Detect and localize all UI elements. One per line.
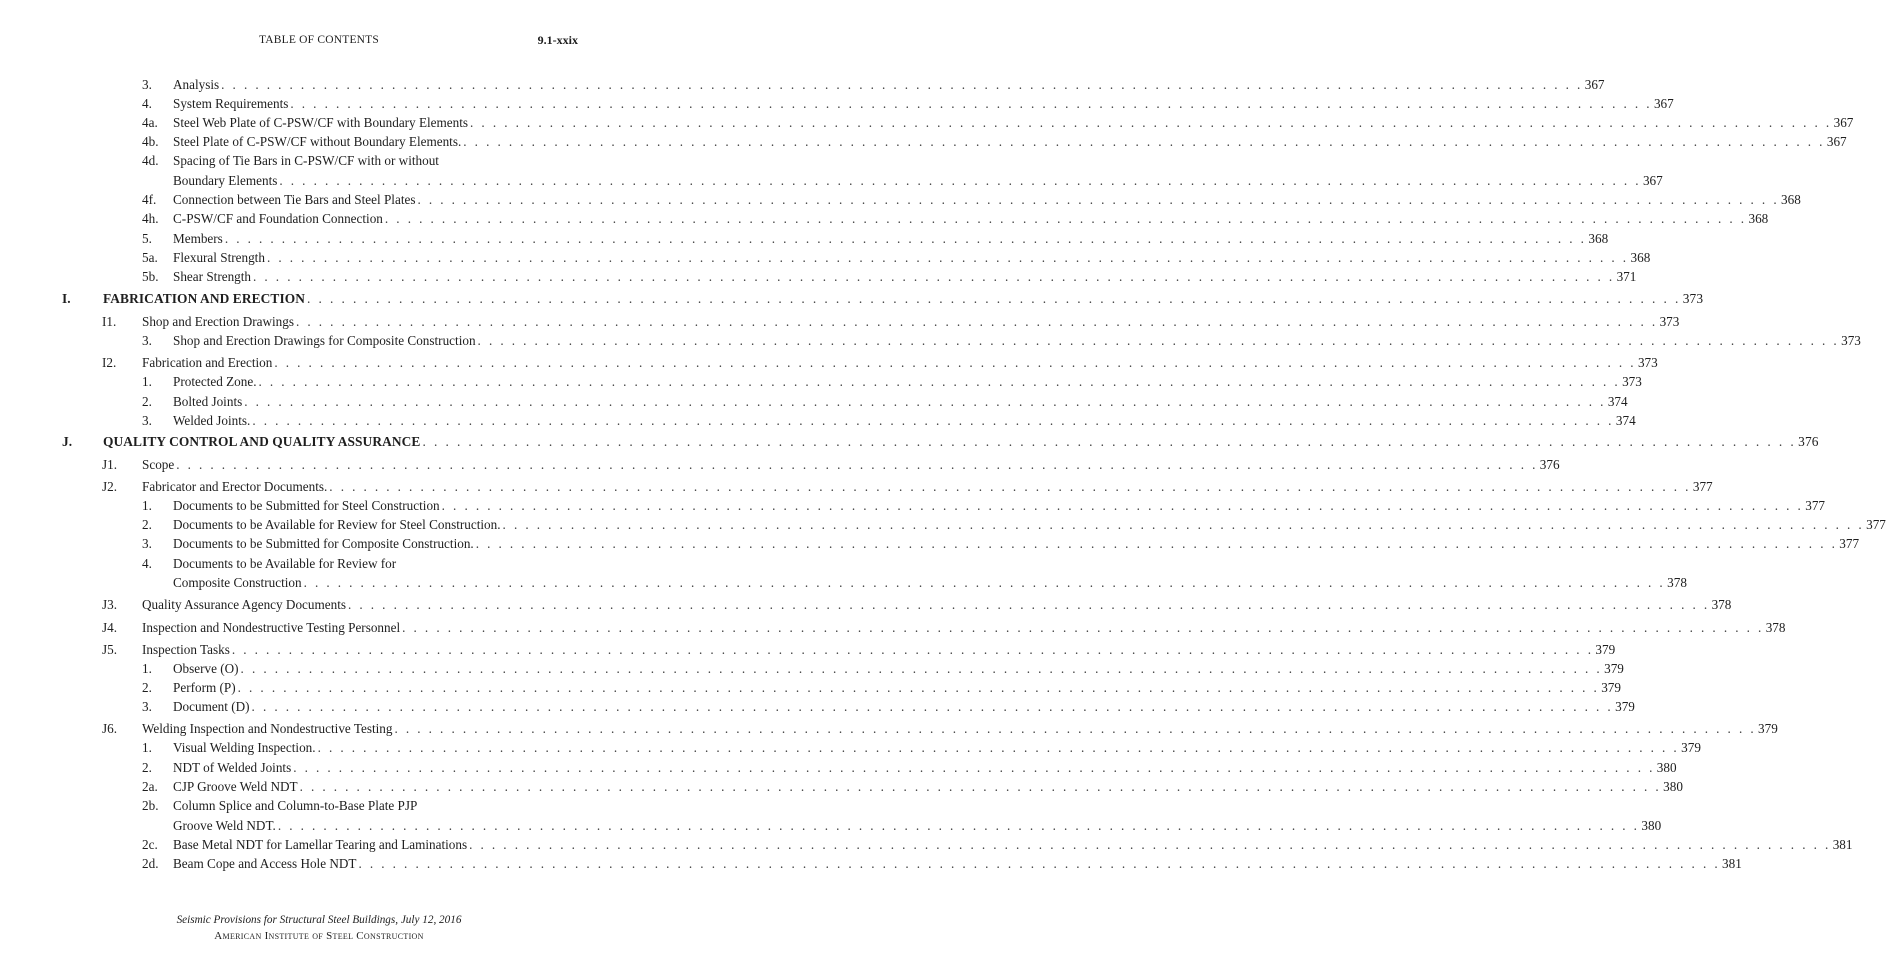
toc-entry-title: Fabrication and Erection (142, 355, 273, 370)
toc-entry-number: I. (62, 291, 71, 306)
toc-page-number: 376 (1798, 434, 1819, 449)
toc-entry-number: 4f. (142, 192, 157, 207)
toc-row (0, 698, 1635, 716)
toc-entry-title: Shop and Erection Drawings for Composite Construction (173, 333, 476, 348)
toc-page-number: 371 (1616, 269, 1637, 284)
toc-entry-title: Visual Welding Inspection. (173, 740, 316, 755)
toc-entry-title: Shear Strength (173, 269, 252, 284)
toc-row (0, 516, 1886, 534)
toc-entry-number: 1. (142, 661, 152, 676)
toc-entry-title: Documents to be Available for Review for (173, 556, 397, 571)
dot-leader: . . . . . . . . . . . . . . . . . . . . . . . . . . . . . . . . . . . . . . . . . . . . . . . . . . . . . . . . . . . . . . . . . . . . . . . . . . . . . . . . . . . . . . . . . . . . . . . . . . . . . . . . . . . . . . . . . . . . . . . . (475, 536, 1838, 551)
dot-leader: . . . . . . . . . . . . . . . . . . . . . . . . . . . . . . . . . . . . . . . . . . . . . . . . . . . . . . . . . . . . . . . . . . . . . . . . . . . . . . . . . . . . . . . . . . . . . . . . . . . . . . . . . . . . . . . . . . . . . . . . (441, 498, 1804, 513)
toc-entry-title: QUALITY CONTROL AND QUALITY ASSURANCE (103, 434, 421, 449)
toc-entry-number: J2. (102, 479, 118, 494)
toc-row (0, 433, 1819, 451)
dot-leader: . . . . . . . . . . . . . . . . . . . . . . . . . . . . . . . . . . . . . . . . . . . . . . . . . . . . . . . . . . . . . . . . . . . . . . . . . . . . . . . . . . . . . . . . . . . . . . . . . . . . . . . . . . . . . . . . . . . . . . . . (394, 721, 1757, 736)
toc-entry-title: Observe (O) (173, 661, 239, 676)
toc-entry-number: 4h. (142, 211, 159, 226)
toc-entry-number: 1. (142, 374, 152, 389)
dot-leader: . . . . . . . . . . . . . . . . . . . . . . . . . . . . . . . . . . . . . . . . . . . . . . . . . . . . . . . . . . . . . . . . . . . . . . . . . . . . . . . . . . . . . . . . . . . . . . . . . . . . . . . . . . . . . . . . . . . . . . . . (463, 134, 1825, 149)
toc-row (0, 855, 1742, 873)
toc-page-number: 379 (1601, 680, 1621, 695)
toc-page-number: 380 (1663, 779, 1683, 794)
dot-leader: . . . . . . . . . . . . . . . . . . . . . . . . . . . . . . . . . . . . . . . . . . . . . . . . . . . . . . . . . . . . . . . . . . . . . . . . . . . . . . . . . . . . . . . . . . . . . . . . . . . . . . . . . . . . . . . . . . . . . . . . (221, 77, 1583, 92)
toc-entry-title: Flexural Strength (173, 250, 265, 265)
dot-leader: . . . . . . . . . . . . . . . . . . . . . . . . . . . . . . . . . . . . . . . . . . . . . . . . . . . . . . . . . . . . . . . . . . . . . . . . . . . . . . . . . . . . . . . . . . . . . . . . . . . . . . . . . . . . . . . . . . . . . . . . (317, 740, 1680, 755)
toc-row (0, 230, 1609, 248)
toc-row (0, 191, 1801, 209)
toc-entry-title: Groove Weld NDT. (173, 818, 276, 833)
toc-entry-number: I2. (102, 355, 117, 370)
toc-entry-number: 2c. (142, 837, 158, 852)
toc-entry-number: 3. (142, 699, 152, 714)
dot-leader: . . . . . . . . . . . . . . . . . . . . . . . . . . . . . . . . . . . . . . . . . . . . . . . . . . . . . . . . . . . . . . . . . . . . . . . . . . . . . . . . . . . . . . . . . . . . . . . . . . . . . . . . . . . . . . . . . . . . . . . . (231, 642, 1594, 657)
toc-entry-title: Fabricator and Erector Documents. (142, 479, 328, 494)
toc-entry-title: Welding Inspection and Nondestructive Testing (142, 721, 393, 736)
toc-row (0, 497, 1825, 515)
dot-leader: . . . . . . . . . . . . . . . . . . . . . . . . . . . . . . . . . . . . . . . . . . . . . . . . . . . . . . . . . . . . . . . . . . . . . . . . . . . . . . . . . . . . . . . . . . . . . . . . . . . . . . . . . . . . . . . . . . . . . . . . (290, 96, 1652, 111)
toc-page-number: 378 (1765, 620, 1786, 635)
toc-page-number: 373 (1637, 355, 1658, 370)
toc-page-number: 380 (1641, 818, 1662, 833)
toc-page-number: 379 (1615, 699, 1635, 714)
toc-entry-title: Beam Cope and Access Hole NDT (173, 856, 357, 871)
toc-row (0, 759, 1677, 777)
toc-row (0, 210, 1769, 228)
toc-page-number: 379 (1758, 721, 1778, 736)
toc-row (0, 555, 578, 573)
dot-leader: . . . . . . . . . . . . . . . . . . . . . . . . . . . . . . . . . . . . . . . . . . . . . . . . . . . . . . . . . . . . . . . . . . . . . . . . . . . . . . . . . . . . . . . . . . . . . . . . . . . . . . . . . . . . . . . . . . . . . . . . (329, 479, 1691, 494)
dot-leader: . . . . . . . . . . . . . . . . . . . . . . . . . . . . . . . . . . . . . . . . . . . . . . . . . . . . . . . . . . . . . . . . . . . . . . . . . . . . . . . . . . . . . . . . . . . . . . . . . . . . . . . . . . . . . . . . . . . . . . . . (358, 856, 1721, 871)
toc-row (0, 412, 1636, 430)
toc-row (0, 172, 1663, 190)
toc-entry-number: 4d. (142, 153, 159, 168)
toc-row (0, 679, 1621, 697)
toc-row (0, 332, 1861, 350)
toc-page-number: 377 (1692, 479, 1713, 494)
footer-publication-title: Seismic Provisions for Structural Steel Buildings, July 12, 2016 (176, 914, 462, 926)
toc-entry-number: 5. (142, 231, 152, 246)
toc-page-number: 367 (1642, 173, 1663, 188)
toc-entry-number: 2b. (142, 798, 159, 813)
toc-page-number: 367 (1653, 96, 1674, 111)
toc-page-number: 368 (1630, 250, 1651, 265)
toc-entry-title: NDT of Welded Joints (173, 760, 292, 775)
dot-leader: . . . . . . . . . . . . . . . . . . . . . . . . . . . . . . . . . . . . . . . . . . . . . . . . . . . . . . . . . . . . . . . . . . . . . . . . . . . . . . . . . . . . . . . . . . . . . . . . . . . . . . . . . . . . . . . . . . . . . . . . (402, 620, 1764, 635)
toc-page-number: 367 (1826, 134, 1847, 149)
toc-row (0, 778, 1683, 796)
toc-entry-title: C-PSW/CF and Foundation Connection (173, 211, 383, 226)
dot-leader: . . . . . . . . . . . . . . . . . . . . . . . . . . . . . . . . . . . . . . . . . . . . . . . . . . . . . . . . . . . . . . . . . . . . . . . . . . . . . . . . . . . . . . . . . . . . . . . . . . . . . . . . . . . . . . . . . . . . . . . . (253, 269, 1615, 284)
toc-entry-title: Quality Assurance Agency Documents (142, 597, 346, 612)
toc-row (0, 720, 1778, 738)
toc-entry-title: CJP Groove Weld NDT (173, 779, 298, 794)
dot-leader: . . . . . . . . . . . . . . . . . . . . . . . . . . . . . . . . . . . . . . . . . . . . . . . . . . . . . . . . . . . . . . . . . . . . . . . . . . . . . . . . . . . . . . . . . . . . . . . . . . . . . . . . . . . . . . . . . . . . . . . . (244, 394, 1606, 409)
toc-row (0, 354, 1658, 372)
toc-entry-number: I1. (102, 314, 117, 329)
dot-leader: . . . . . . . . . . . . . . . . . . . . . . . . . . . . . . . . . . . . . . . . . . . . . . . . . . . . . . . . . . . . . . . . . . . . . . . . . . . . . . . . . . . . . . . . . . . . . . . . . . . . . . . . . . . . . . . . . . . . . . . . (176, 457, 1538, 472)
toc-page-number: 381 (1722, 856, 1742, 871)
toc-page-number: 374 (1607, 394, 1628, 409)
toc-page-number: 380 (1656, 760, 1677, 775)
toc-entry-title: Steel Web Plate of C-PSW/CF with Boundary Elements (173, 115, 469, 130)
toc-entry-number: 4. (142, 556, 152, 571)
toc-entry-number: J1. (102, 457, 118, 472)
dot-leader: . . . . . . . . . . . . . . . . . . . . . . . . . . . . . . . . . . . . . . . . . . . . . . . . . . . . . . . . . . . . . . . . . . . . . . . . . . . . . . . . . . . . . . . . . . . . . . . . . . . . . . . . . . . . . . . . . . . . . . . . (477, 333, 1840, 348)
toc-row (0, 817, 1662, 835)
toc-entry-title: Column Splice and Column-to-Base Plate PJP (173, 798, 418, 813)
toc-entry-title: Spacing of Tie Bars in C-PSW/CF with or without (173, 153, 439, 168)
toc-entry-number: 2d. (142, 856, 159, 871)
toc-row (0, 114, 1854, 132)
toc-entry-title: Shop and Erection Drawings (142, 314, 294, 329)
toc-page-number: 367 (1833, 115, 1854, 130)
toc-entry-number: 1. (142, 498, 152, 513)
toc-page-number: 367 (1584, 77, 1605, 92)
toc-entry-title: Protected Zone. (173, 374, 257, 389)
toc-row (0, 596, 1732, 614)
toc-entry-number: J5. (102, 642, 118, 657)
toc-row (0, 641, 1616, 659)
dot-leader: . . . . . . . . . . . . . . . . . . . . . . . . . . . . . . . . . . . . . . . . . . . . . . . . . . . . . . . . . . . . . . . . . . . . . . . . . . . . . . . . . . . . . . . . . . . . . . . . . . . . . . . . . . . . . . . . . . . . . . . . (237, 680, 1600, 695)
dot-leader: . . . . . . . . . . . . . . . . . . . . . . . . . . . . . . . . . . . . . . . . . . . . . . . . . . . . . . . . . . . . . . . . . . . . . . . . . . . . . . . . . . . . . . . . . . . . . . . . . . . . . . . . . . . . . . . . . . . . . . . . (279, 173, 1641, 188)
toc-row (0, 619, 1786, 637)
dot-leader: . . . . . . . . . . . . . . . . . . . . . . . . . . . . . . . . . . . . . . . . . . . . . . . . . . . . . . . . . . . . . . . . . . . . . . . . . . . . . . . . . . . . . . . . . . . . . . . . . . . . . . . . . . . . . . . . . . . . . . . . (252, 413, 1614, 428)
dot-leader: . . . . . . . . . . . . . . . . . . . . . . . . . . . . . . . . . . . . . . . . . . . . . . . . . . . . . . . . . . . . . . . . . . . . . . . . . . . . . . . . . . . . . . . . . . . . . . . . . . . . . . . . . . . . . . . . . . . . . . . . (274, 355, 1636, 370)
running-head-title: TABLE OF CONTENTS (258, 34, 380, 46)
toc-entry-number: 3. (142, 77, 152, 92)
toc-entry-number: 2. (142, 760, 152, 775)
toc-page-number: 368 (1748, 211, 1769, 226)
toc-entry-title: Base Metal NDT for Lamellar Tearing and Laminations (173, 837, 468, 852)
toc-entry-title: System Requirements (173, 96, 289, 111)
toc-page-number: 378 (1711, 597, 1732, 612)
toc-page-number: 379 (1595, 642, 1616, 657)
toc-row (0, 660, 1624, 678)
toc-entry-title: Documents to be Available for Review for Steel Construction. (173, 517, 501, 532)
toc-entry-number: 4a. (142, 115, 158, 130)
toc-entry-title: Perform (P) (173, 680, 236, 695)
toc-entry-number: 4b. (142, 134, 159, 149)
dot-leader: . . . . . . . . . . . . . . . . . . . . . . . . . . . . . . . . . . . . . . . . . . . . . . . . . . . . . . . . . . . . . . . . . . . . . . . . . . . . . . . . . . . . . . . . . . . . . . . . . . . . . . . . . . . . . . . . . . . . . . . . (417, 192, 1780, 207)
toc-entry-number: 3. (142, 333, 152, 348)
toc-row (0, 739, 1701, 757)
page-number: 9.1-xxix (537, 33, 578, 47)
toc-entry-number: 4. (142, 96, 152, 111)
toc-entry-number: 3. (142, 413, 152, 428)
toc-page-number: 377 (1805, 498, 1825, 513)
toc-entry-title: Composite Construction (173, 575, 302, 590)
toc-row (0, 836, 1853, 854)
toc-entry-title: Document (D) (173, 699, 250, 714)
toc-entry-number: 1. (142, 740, 152, 755)
dot-leader: . . . . . . . . . . . . . . . . . . . . . . . . . . . . . . . . . . . . . . . . . . . . . . . . . . . . . . . . . . . . . . . . . . . . . . . . . . . . . . . . . . . . . . . . . . . . . . . . . . . . . . . . . . . . . . . . . . . . . . . . (502, 517, 1865, 532)
toc-row (0, 574, 1687, 592)
toc-entry-title: Members (173, 231, 223, 246)
dot-leader: . . . . . . . . . . . . . . . . . . . . . . . . . . . . . . . . . . . . . . . . . . . . . . . . . . . . . . . . . . . . . . . . . . . . . . . . . . . . . . . . . . . . . . . . . . . . . . . . . . . . . . . . . . . . . . . . . . . . . . . . (303, 575, 1666, 590)
toc-row (0, 373, 1642, 391)
toc-page-number: 368 (1588, 231, 1609, 246)
toc-page-number: 377 (1866, 517, 1886, 532)
dot-leader: . . . . . . . . . . . . . . . . . . . . . . . . . . . . . . . . . . . . . . . . . . . . . . . . . . . . . . . . . . . . . . . . . . . . . . . . . . . . . . . . . . . . . . . . . . . . . . . . . . . . . . . . . . . . . . . . . . . . . . . . (299, 779, 1662, 794)
toc-row (0, 797, 578, 815)
toc-row (0, 478, 1713, 496)
toc-row (0, 76, 1605, 94)
toc-entry-number: 2. (142, 394, 152, 409)
footer-publisher: American Institute of Steel Construction (214, 930, 424, 942)
toc-page-number: 379 (1681, 740, 1701, 755)
toc-page-number: 373 (1622, 374, 1642, 389)
toc-entry-number: 5b. (142, 269, 159, 284)
dot-leader: . . . . . . . . . . . . . . . . . . . . . . . . . . . . . . . . . . . . . . . . . . . . . . . . . . . . . . . . . . . . . . . . . . . . . . . . . . . . . . . . . . . . . . . . . . . . . . . . . . . . . . . . . . . . . . . . . . . . . . . . (307, 291, 1681, 306)
toc-row (0, 456, 1560, 474)
toc-entry-title: Documents to be Submitted for Steel Construction (173, 498, 440, 513)
dot-leader: . . . . . . . . . . . . . . . . . . . . . . . . . . . . . . . . . . . . . . . . . . . . . . . . . . . . . . . . . . . . . . . . . . . . . . . . . . . . . . . . . . . . . . . . . . . . . . . . . . . . . . . . . . . . . . . . . . . . . . . . (384, 211, 1747, 226)
toc-row (0, 133, 1847, 151)
toc-row (0, 535, 1860, 553)
toc-entry-title: Steel Plate of C-PSW/CF without Boundary Elements. (173, 134, 462, 149)
toc-entry-title: Inspection and Nondestructive Testing Personnel (142, 620, 401, 635)
toc-row (0, 268, 1637, 286)
toc-page-number: 368 (1781, 192, 1801, 207)
dot-leader: . . . . . . . . . . . . . . . . . . . . . . . . . . . . . . . . . . . . . . . . . . . . . . . . . . . . . . . . . . . . . . . . . . . . . . . . . . . . . . . . . . . . . . . . . . . . . . . . . . . . . . . . . . . . . . . . . . . . . . . . (348, 597, 1710, 612)
dot-leader: . . . . . . . . . . . . . . . . . . . . . . . . . . . . . . . . . . . . . . . . . . . . . . . . . . . . . . . . . . . . . . . . . . . . . . . . . . . . . . . . . . . . . . . . . . . . . . . . . . . . . . . . . . . . . . . . . . . . . . . . (277, 818, 1640, 833)
toc-row (0, 152, 578, 170)
toc-entry-number: 2. (142, 680, 152, 695)
dot-leader: . . . . . . . . . . . . . . . . . . . . . . . . . . . . . . . . . . . . . . . . . . . . . . . . . . . . . . . . . . . . . . . . . . . . . . . . . . . . . . . . . . . . . . . . . . . . . . . . . . . . . . . . . . . . . . . . . . . . . . . . (251, 699, 1614, 714)
toc-entry-title: Documents to be Submitted for Composite Construction. (173, 536, 474, 551)
toc-entry-title: Bolted Joints (173, 394, 243, 409)
toc-entry-number: J3. (102, 597, 118, 612)
dot-leader: . . . . . . . . . . . . . . . . . . . . . . . . . . . . . . . . . . . . . . . . . . . . . . . . . . . . . . . . . . . . . . . . . . . . . . . . . . . . . . . . . . . . . . . . . . . . . . . . . . . . . . . . . . . . . . . . . . . . . . . . (470, 115, 1832, 130)
toc-entry-number: J. (62, 434, 73, 449)
toc-entry-title: Welded Joints. (173, 413, 251, 428)
dot-leader: . . . . . . . . . . . . . . . . . . . . . . . . . . . . . . . . . . . . . . . . . . . . . . . . . . . . . . . . . . . . . . . . . . . . . . . . . . . . . . . . . . . . . . . . . . . . . . . . . . . . . . . . . . . . . . . . . . . . . . . . (224, 231, 1587, 246)
toc-entry-title: Boundary Elements (173, 173, 278, 188)
dot-leader: . . . . . . . . . . . . . . . . . . . . . . . . . . . . . . . . . . . . . . . . . . . . . . . . . . . . . . . . . . . . . . . . . . . . . . . . . . . . . . . . . . . . . . . . . . . . . . . . . . . . . . . . . . . . . . . . . . . . . . . . (258, 374, 1621, 389)
toc-entry-number: 3. (142, 536, 152, 551)
toc-row (0, 393, 1628, 411)
toc-page-number: 373 (1682, 291, 1704, 306)
toc-entry-title: Scope (142, 457, 175, 472)
toc-page-number: 379 (1604, 661, 1624, 676)
dot-leader: . . . . . . . . . . . . . . . . . . . . . . . . . . . . . . . . . . . . . . . . . . . . . . . . . . . . . . . . . . . . . . . . . . . . . . . . . . . . . . . . . . . . . . . . . . . . . . . . . . . . . . . . . . . . . . . . . . . . . . . . (240, 661, 1603, 676)
toc-row (0, 313, 1680, 331)
dot-leader: . . . . . . . . . . . . . . . . . . . . . . . . . . . . . . . . . . . . . . . . . . . . . . . . . . . . . . . . . . . . . . . . . . . . . . . . . . . . . . . . . . . . . . . . . . . . . . . . . . . . . . . . . . . . . . . . . . . . . . . . (266, 250, 1629, 265)
toc-page-number: 377 (1839, 536, 1860, 551)
toc-page-number: 378 (1667, 575, 1687, 590)
toc-entry-title: FABRICATION AND ERECTION (103, 291, 306, 306)
toc-page-number: 373 (1841, 333, 1861, 348)
toc-entry-number: J4. (102, 620, 118, 635)
toc-entry-number: 5a. (142, 250, 158, 265)
toc-entry-number: 2. (142, 517, 152, 532)
toc-entry-title: Analysis (173, 77, 220, 92)
toc-entry-title: Inspection Tasks (142, 642, 230, 657)
dot-leader: . . . . . . . . . . . . . . . . . . . . . . . . . . . . . . . . . . . . . . . . . . . . . . . . . . . . . . . . . . . . . . . . . . . . . . . . . . . . . . . . . . . . . . . . . . . . . . . . . . . . . . . . . . . . . . . . . . . . . . . . (296, 314, 1658, 329)
toc-entry-title: Connection between Tie Bars and Steel Plates (173, 192, 416, 207)
toc-page-number: 374 (1615, 413, 1636, 428)
toc-row (0, 249, 1651, 267)
toc-entry-number: J6. (102, 721, 118, 736)
toc-page-number: 376 (1539, 457, 1560, 472)
toc-row (0, 290, 1704, 308)
toc-entry-number: 2a. (142, 779, 158, 794)
dot-leader: . . . . . . . . . . . . . . . . . . . . . . . . . . . . . . . . . . . . . . . . . . . . . . . . . . . . . . . . . . . . . . . . . . . . . . . . . . . . . . . . . . . . . . . . . . . . . . . . . . . . . . . . . . . . . . . . . . . . . . . . (422, 434, 1797, 449)
toc-page-number: 373 (1659, 314, 1680, 329)
dot-leader: . . . . . . . . . . . . . . . . . . . . . . . . . . . . . . . . . . . . . . . . . . . . . . . . . . . . . . . . . . . . . . . . . . . . . . . . . . . . . . . . . . . . . . . . . . . . . . . . . . . . . . . . . . . . . . . . . . . . . . . . (293, 760, 1655, 775)
toc-row (0, 95, 1674, 113)
dot-leader: . . . . . . . . . . . . . . . . . . . . . . . . . . . . . . . . . . . . . . . . . . . . . . . . . . . . . . . . . . . . . . . . . . . . . . . . . . . . . . . . . . . . . . . . . . . . . . . . . . . . . . . . . . . . . . . . . . . . . . . . (469, 837, 1831, 852)
toc-page-number: 381 (1832, 837, 1853, 852)
